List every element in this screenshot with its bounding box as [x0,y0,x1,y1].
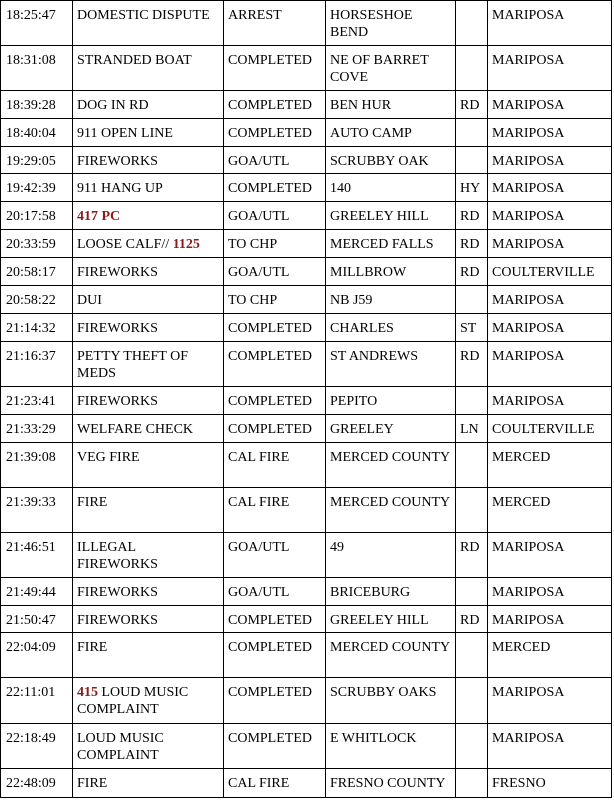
disposition-cell: COMPLETED [224,46,326,91]
call-type-text: DOG IN RD [77,98,149,113]
street-suffix-cell [456,488,488,533]
time-cell: 18:39:28 [1,91,73,119]
location-cell: AUTO CAMP [326,119,456,147]
call-type-text: LOOSE CALF// [77,237,173,252]
location-cell: MERCED COUNTY [326,633,456,678]
street-suffix-cell [456,387,488,415]
table-row [1,633,612,678]
city-cell: MARIPOSA [488,578,612,606]
location-cell: FRESNO COUNTY [326,769,456,798]
city-cell: MARIPOSA [488,286,612,314]
street-suffix-cell: RD [456,258,488,286]
call-type-cell [73,147,224,174]
call-type-cell [73,1,224,46]
city-cell: COULTERVILLE [488,415,612,443]
call-type-cell [73,724,224,769]
city-cell: MERCED [488,443,612,488]
call-type-text: VEG FIRE [77,450,140,465]
location-cell: NE OF BARRET COVE [326,46,456,91]
time-cell: 21:46:51 [1,533,73,578]
call-type-text: FIRE [77,495,108,510]
call-type-text: 911 OPEN LINE [77,126,173,141]
city-cell: FRESNO [488,769,612,798]
time-cell: 22:04:09 [1,633,73,678]
street-suffix-cell [456,769,488,798]
disposition-cell: CAL FIRE [224,769,326,798]
table-row [1,314,612,342]
time-cell: 20:17:58 [1,202,73,230]
street-suffix-cell: RD [456,230,488,258]
street-suffix-cell: RD [456,533,488,578]
call-log-body [1,1,612,798]
street-suffix-cell [456,633,488,678]
call-type-text: DUI [77,293,102,308]
street-suffix-cell [456,678,488,724]
time-cell: 20:58:17 [1,258,73,286]
location-cell: HORSESHOE BEND [326,1,456,46]
table-row [1,46,612,91]
city-cell: MARIPOSA [488,387,612,415]
call-type-text: FIREWORKS [77,321,158,336]
call-type-cell [73,533,224,578]
disposition-cell: GOA/UTL [224,147,326,174]
time-cell: 19:42:39 [1,174,73,202]
time-cell: 19:29:05 [1,147,73,174]
table-row [1,387,612,415]
disposition-cell: CAL FIRE [224,443,326,488]
table-row [1,230,612,258]
city-cell: MERCED [488,488,612,533]
call-type-text: FIREWORKS [77,585,158,600]
city-cell: MARIPOSA [488,46,612,91]
call-type-cell [73,387,224,415]
disposition-cell: COMPLETED [224,91,326,119]
call-type-cell [73,314,224,342]
table-row [1,202,612,230]
table-row [1,488,612,533]
call-type-cell [73,230,224,258]
call-type-cell [73,443,224,488]
street-suffix-cell [456,286,488,314]
street-suffix-cell: ST [456,314,488,342]
table-row [1,606,612,633]
location-cell: BRICEBURG [326,578,456,606]
street-suffix-cell: RD [456,202,488,230]
table-row [1,286,612,314]
call-type-text: FIREWORKS [77,394,158,409]
time-cell: 22:48:09 [1,769,73,798]
call-type-cell [73,46,224,91]
table-row [1,258,612,286]
time-cell: 22:18:49 [1,724,73,769]
table-row [1,769,612,798]
call-type-cell [73,174,224,202]
street-suffix-cell [456,443,488,488]
call-type-text: FIRE [77,776,108,791]
call-type-cell [73,342,224,387]
location-cell: PEPITO [326,387,456,415]
time-cell: 21:39:08 [1,443,73,488]
table-row [1,578,612,606]
street-suffix-cell: RD [456,342,488,387]
disposition-cell: GOA/UTL [224,578,326,606]
location-cell: MERCED FALLS [326,230,456,258]
time-cell: 21:14:32 [1,314,73,342]
location-cell: CHARLES [326,314,456,342]
table-row [1,415,612,443]
street-suffix-cell: RD [456,91,488,119]
call-type-cell [73,633,224,678]
location-cell: 49 [326,533,456,578]
location-cell: 140 [326,174,456,202]
location-cell: ST ANDREWS [326,342,456,387]
time-cell: 18:25:47 [1,1,73,46]
city-cell: MARIPOSA [488,314,612,342]
time-cell: 21:50:47 [1,606,73,633]
disposition-cell: TO CHP [224,230,326,258]
time-cell: 21:23:41 [1,387,73,415]
city-cell: MERCED [488,633,612,678]
time-cell: 21:33:29 [1,415,73,443]
time-cell: 22:11:01 [1,678,73,724]
table-row [1,91,612,119]
call-type-cell [73,258,224,286]
time-cell: 20:58:22 [1,286,73,314]
city-cell: MARIPOSA [488,91,612,119]
call-type-text: FIREWORKS [77,613,158,628]
disposition-cell: COMPLETED [224,387,326,415]
call-type-cell [73,769,224,798]
city-cell: MARIPOSA [488,119,612,147]
call-type-cell [73,202,224,230]
city-cell: MARIPOSA [488,678,612,724]
street-suffix-cell [456,1,488,46]
call-type-cell [73,488,224,533]
city-cell: MARIPOSA [488,606,612,633]
location-cell: E WHITLOCK [326,724,456,769]
time-cell: 21:49:44 [1,578,73,606]
call-type-text: STRANDED BOAT [77,53,192,68]
street-suffix-cell: RD [456,606,488,633]
call-type-text: FIREWORKS [77,154,158,169]
disposition-cell: GOA/UTL [224,258,326,286]
call-type-text: WELFARE CHECK [77,422,194,437]
city-cell: MARIPOSA [488,147,612,174]
call-type-text: PETTY THEFT OF MEDS [77,349,188,381]
call-type-cell [73,119,224,147]
table-row [1,174,612,202]
call-type-cell [73,578,224,606]
location-cell: MERCED COUNTY [326,488,456,533]
city-cell: MARIPOSA [488,342,612,387]
street-suffix-cell [456,119,488,147]
disposition-cell: COMPLETED [224,119,326,147]
disposition-cell: GOA/UTL [224,533,326,578]
street-suffix-cell [456,147,488,174]
street-suffix-cell [456,46,488,91]
table-row [1,533,612,578]
disposition-cell: ARREST [224,1,326,46]
time-cell: 18:40:04 [1,119,73,147]
disposition-cell: COMPLETED [224,606,326,633]
disposition-cell: COMPLETED [224,724,326,769]
city-cell: COULTERVILLE [488,258,612,286]
location-cell: BEN HUR [326,91,456,119]
call-type-text: FIRE [77,640,108,655]
disposition-cell: COMPLETED [224,314,326,342]
table-row [1,443,612,488]
table-row [1,1,612,46]
disposition-cell: COMPLETED [224,633,326,678]
location-cell: GREELEY [326,415,456,443]
location-cell: GREELEY HILL [326,606,456,633]
street-suffix-cell: LN [456,415,488,443]
call-type-text: DOMESTIC DISPUTE [77,8,210,23]
location-cell: GREELEY HILL [326,202,456,230]
location-cell: SCRUBBY OAK [326,147,456,174]
call-type-text: LOUD MUSIC COMPLAINT [77,685,189,717]
table-row [1,119,612,147]
city-cell: MARIPOSA [488,230,612,258]
city-cell: MARIPOSA [488,174,612,202]
disposition-cell: COMPLETED [224,678,326,724]
call-type-text: 911 HANG UP [77,181,163,196]
time-cell: 20:33:59 [1,230,73,258]
penal-code: 417 PC [77,209,121,224]
time-cell: 21:39:33 [1,488,73,533]
street-suffix-cell: HY [456,174,488,202]
street-suffix-cell [456,578,488,606]
call-type-cell [73,286,224,314]
disposition-cell: COMPLETED [224,174,326,202]
table-row [1,342,612,387]
city-cell: MARIPOSA [488,1,612,46]
city-cell: MARIPOSA [488,533,612,578]
call-type-text: LOUD MUSIC COMPLAINT [77,731,164,763]
table-row [1,678,612,724]
disposition-cell: CAL FIRE [224,488,326,533]
street-suffix-cell [456,724,488,769]
location-cell: SCRUBBY OAKS [326,678,456,724]
disposition-cell: TO CHP [224,286,326,314]
call-type-text: FIREWORKS [77,265,158,280]
call-type-cell [73,678,224,724]
call-type-cell [73,606,224,633]
call-type-cell [73,91,224,119]
time-cell: 18:31:08 [1,46,73,91]
table-row [1,147,612,174]
city-cell: MARIPOSA [488,724,612,769]
location-cell: MILLBROW [326,258,456,286]
call-type-text: ILLEGAL FIREWORKS [77,540,158,572]
disposition-cell: COMPLETED [224,342,326,387]
disposition-cell: COMPLETED [224,415,326,443]
penal-code: 1125 [172,237,200,252]
location-cell: NB J59 [326,286,456,314]
table-row [1,724,612,769]
disposition-cell: GOA/UTL [224,202,326,230]
city-cell: MARIPOSA [488,202,612,230]
call-type-cell [73,415,224,443]
penal-code: 415 [77,685,98,700]
time-cell: 21:16:37 [1,342,73,387]
location-cell: MERCED COUNTY [326,443,456,488]
